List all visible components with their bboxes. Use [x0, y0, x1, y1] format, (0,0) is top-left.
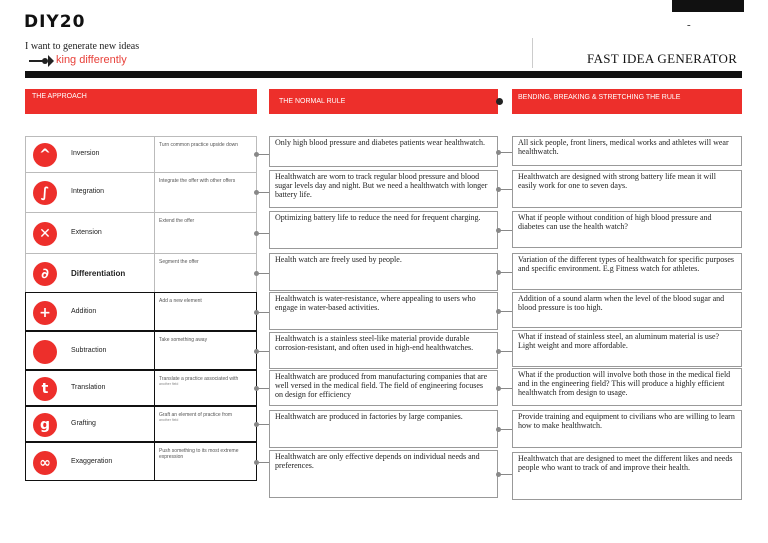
prompt-text: I want to generate new ideas: [25, 41, 140, 52]
header-connector-dot: [496, 98, 503, 105]
bending-rule-box: What if people without condition of high blood pressure and diabetes can use the health watch?: [512, 211, 742, 248]
approach-description-text: Segment the offer: [159, 259, 199, 265]
normal-rule-box: Optimizing battery life to reduce the need for frequent charging.: [269, 211, 498, 249]
approach-name: Differentiation: [71, 268, 126, 278]
approach-description-subtext: another field: [159, 382, 179, 386]
connector-line: [258, 351, 269, 352]
approach-name: Inversion: [71, 150, 100, 157]
approach-description: [154, 332, 258, 369]
approach-name: Translation: [71, 384, 106, 391]
normal-rule-header: THE NORMAL RULE: [269, 89, 498, 114]
header-divider: [532, 38, 533, 68]
letter-g-icon: g: [33, 413, 57, 437]
normal-rule-box: Healthwatch are only effective depends on individual needs and preferences.: [269, 450, 498, 498]
connector-line: [258, 462, 269, 463]
approach-row-extension: [25, 212, 257, 253]
bending-rule-box: What if instead of stainless steel, an aluminum material is use? Light weight and more affordable.: [512, 330, 742, 367]
normal-rule-box: Healthwatch is water-resistance, where appealing to users who engage in water-based activities.: [269, 292, 498, 330]
approach-name: Subtraction: [71, 346, 107, 354]
infinity-icon: ∞: [33, 451, 57, 475]
top-black-bar: [672, 0, 744, 12]
approach-name: Extension: [71, 228, 102, 236]
top-dash: -: [687, 19, 691, 31]
normal-rule-box: Healthwatch is a stainless steel-like material provide durable corrosion-resistant, and often used in high-end healthwatches.: [269, 332, 498, 369]
connector-line: [258, 312, 269, 313]
approach-description: [154, 254, 258, 292]
partial-icon: ∂: [33, 262, 57, 286]
approach-row-translation: [25, 370, 257, 406]
connector-line: [500, 189, 512, 190]
normal-rule-box: Only high blood pressure and diabetes patients wear healthwatch.: [269, 136, 498, 167]
approach-description-text: Graft an element of practice from: [159, 412, 233, 418]
approach-row-subtraction: [25, 331, 257, 370]
letter-t-icon: t: [33, 377, 57, 401]
approach-name: Addition: [71, 307, 97, 315]
connector-line: [500, 230, 512, 231]
connector-line: [500, 311, 512, 312]
bending-rule-header: BENDING, BREAKING & STRETCHING THE RULE: [512, 89, 742, 114]
bending-rule-box: All sick people, front liners, medical works and athletes will wear healthwatch.: [512, 136, 742, 166]
approach-name: Grafting: [71, 420, 96, 427]
connector-line: [258, 273, 269, 274]
bending-rule-box: Provide training and equipment to civilians who are willing to learn how to make healthwatch.: [512, 410, 742, 448]
approach-row-exaggeration: [25, 442, 257, 481]
circle-icon: [33, 340, 57, 364]
approach-description: [154, 407, 258, 441]
bending-rule-box: Addition of a sound alarm when the level of the blood sugar and blood pressure is too high.: [512, 292, 742, 328]
approach-row-integration: [25, 172, 257, 212]
header-bar: [25, 71, 742, 78]
bending-rule-box: Variation of the different types of healthwatch for specific purposes and specific environment. E.g Fitness watch for athletes.: [512, 253, 742, 290]
approach-row-grafting: [25, 406, 257, 442]
approach-description-text: Push something to its most extreme expression: [159, 448, 239, 460]
tagline: king differently: [56, 54, 127, 66]
page-title: FAST IDEA GENERATOR: [587, 51, 738, 66]
approach-description: [154, 173, 258, 212]
connector-line: [258, 424, 269, 425]
normal-rule-box: Healthwatch are worn to track regular blood pressure and blood sugar levels day and night. But we need a healthwatch with longer battery life.: [269, 170, 498, 208]
bending-rule-box: What if the production will involve both those in the medical field and in the engineering field? This will produce a highly efficient healthwatch from design to usage.: [512, 368, 742, 406]
logo: DIY20: [24, 12, 86, 32]
connector-line: [500, 474, 512, 475]
arrow-line: [29, 60, 43, 62]
connector-line: [500, 429, 512, 430]
connector-line: [258, 154, 269, 155]
approach-description-text: Turn common practice upside down: [159, 142, 239, 148]
approach-row-differentiation: [25, 253, 257, 292]
bending-rule-box: Healthwatch that are designed to meet the different likes and needs people who want to track of and improve their health.: [512, 452, 742, 500]
cross-icon: ✕: [33, 222, 57, 246]
integral-icon: ∫: [33, 181, 57, 205]
approach-description: [154, 371, 258, 405]
approach-description-subtext: another field: [159, 418, 179, 422]
connector-line: [258, 233, 269, 234]
approach-description: [154, 293, 258, 330]
approach-row-inversion: [25, 136, 257, 172]
connector-line: [258, 388, 269, 389]
approach-description: [154, 443, 258, 480]
approach-header: THE APPROACH: [25, 89, 257, 114]
approach-name: Integration: [71, 188, 105, 195]
approach-description-text: Take something away: [159, 337, 208, 343]
connector-line: [500, 388, 512, 389]
normal-rule-box: Healthwatch are produced from manufacturing companies that are well versed in the medical field. The field of engineering focuses on design for efficiency: [269, 370, 498, 406]
approach-row-addition: [25, 292, 257, 331]
bending-rule-box: Healthwatch are designed with strong battery life mean it will easily work for one to seven days.: [512, 170, 742, 208]
connector-line: [258, 192, 269, 193]
connector-line: [500, 351, 512, 352]
approach-description-text: Extend the offer: [159, 218, 195, 224]
connector-line: [500, 272, 512, 273]
plus-icon: +: [33, 301, 57, 325]
approach-description: [154, 213, 258, 253]
approach-description: [154, 137, 258, 172]
approach-name: Exaggeration: [71, 457, 113, 465]
normal-rule-box: Healthwatch are produced in factories by large companies.: [269, 410, 498, 448]
normal-rule-box: Health watch are freely used by people.: [269, 253, 498, 291]
approach-description-text: Integrate the offer with other offers: [159, 178, 236, 184]
arrow-head-icon: [48, 55, 54, 67]
connector-line: [500, 152, 512, 153]
caret-up-icon: ^: [33, 143, 57, 167]
approach-description-text: Translate a practice associated with: [159, 376, 239, 382]
approach-description-text: Add a new element: [159, 298, 202, 304]
